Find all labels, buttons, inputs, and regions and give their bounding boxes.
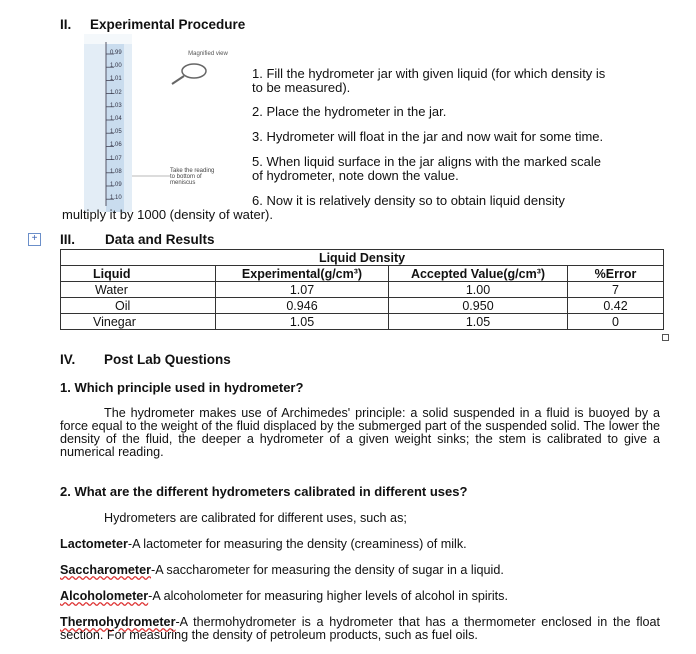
step-line: of hydrometer, note down the value.: [252, 168, 459, 183]
table-cell: Water: [61, 282, 216, 298]
table-cell: 1.00: [389, 282, 568, 298]
scale-label: 1.05: [110, 129, 122, 136]
scale-label: 0.99: [110, 50, 122, 56]
table-cell: Vinegar: [61, 314, 216, 330]
step-6-continuation: multiply it by 1000 (density of water).: [62, 207, 273, 222]
step-1: [252, 67, 605, 95]
reading-label: [170, 168, 214, 186]
scale-label: 1.09: [110, 182, 122, 188]
step-line: 5. When liquid surface in the jar aligns with the marked scale: [252, 154, 602, 169]
table-cell: 7: [568, 282, 664, 298]
table-resize-handle[interactable]: [662, 334, 669, 341]
question-2: 2. What are the different hydrometers calibrated in different uses?: [60, 484, 468, 499]
scale-label: 1.00: [110, 63, 122, 70]
reading-label-line: to bottom of: [170, 174, 202, 180]
procedure-heading-number: II.: [60, 17, 72, 32]
definition: -A lactometer for measuring the density (creaminess) of milk.: [127, 537, 467, 551]
results-heading: Data and Results: [105, 232, 215, 247]
definition: -A alcoholometer for measuring higher levels of alcohol in spirits.: [148, 589, 508, 603]
table-cell: 0.946: [216, 298, 389, 314]
term: Lactometer: [60, 537, 128, 551]
results-heading-number: III.: [60, 232, 76, 247]
postlab-heading-number: IV.: [60, 352, 76, 367]
step-2: 2. Place the hydrometer in the jar.: [252, 104, 447, 119]
table-row: [61, 314, 664, 330]
table-move-handle-icon[interactable]: +: [28, 233, 41, 246]
postlab-heading: Post Lab Questions: [104, 352, 231, 367]
answer-1: The hydrometer makes use of Archimedes' principle: a solid suspended in a fluid is buoyed by a force equal to the weight of the fluid displaced by the submerged part of the suspended solid. The lower the density of the fluid, the deeper a hydrometer of a given weight sinks; the stem is calibrated to give a numerical reading.: [60, 406, 660, 459]
table-cell: 1.05: [389, 314, 568, 330]
scale-label: 1.04: [110, 116, 122, 122]
table-row: [61, 250, 664, 266]
answer-2-intro: Hydrometers are calibrated for different uses, such as;: [104, 511, 407, 525]
list-item-alcoholometer: [60, 590, 660, 603]
scale-label: 1.01: [110, 76, 122, 83]
term: Alcoholometer: [60, 589, 149, 603]
header-cell: Accepted Value(g/cm³): [389, 266, 568, 282]
table-cell: Oil: [61, 298, 216, 314]
table-row: [61, 266, 664, 282]
scale-label: 1.06: [110, 142, 122, 149]
definition: -A thermohydrometer is a hydrometer that has a thermometer enclosed in the float section. For measuring the density of petroleum products, such as fuel oils.: [60, 615, 660, 642]
header-cell: %Error: [568, 266, 664, 282]
header-cell: Liquid: [61, 266, 216, 282]
table-cell: 0.42: [568, 298, 664, 314]
question-1: 1. Which principle used in hydrometer?: [60, 380, 304, 395]
group-header: Liquid Density: [61, 250, 664, 266]
scale-label: 1.08: [110, 168, 122, 175]
list-item-lactometer: [60, 538, 660, 551]
scale-label: 1.02: [110, 89, 122, 96]
step-line: to be measured).: [252, 80, 351, 95]
table-cell: 0: [568, 314, 664, 330]
header-cell: Experimental(g/cm³): [216, 266, 389, 282]
magnified-view-label: Magnified view: [188, 51, 228, 57]
table-cell: 0.950: [389, 298, 568, 314]
table-row: [61, 298, 664, 314]
density-table: [60, 249, 664, 330]
step-5: [252, 155, 601, 183]
step-6: 6. Now it is relatively density so to obtain liquid density: [252, 193, 565, 208]
definition: -A saccharometer for measuring the density of sugar in a liquid.: [151, 563, 504, 577]
step-line: 1. Fill the hydrometer jar with given liquid (for which density is: [252, 66, 606, 81]
step-3: 3. Hydrometer will float in the jar and now wait for some time.: [252, 129, 604, 144]
list-item-saccharometer: [60, 564, 660, 577]
table-cell: 1.05: [216, 314, 389, 330]
scale-label: 1.07: [110, 155, 122, 162]
table-cell: 1.07: [216, 282, 389, 298]
reading-label-line: Take the reading: [170, 168, 215, 174]
term: Thermohydrometer: [60, 615, 176, 629]
procedure-heading: Experimental Procedure: [90, 17, 246, 32]
table-row: [61, 282, 664, 298]
scale-label: 1.03: [110, 102, 122, 109]
term: Saccharometer: [60, 563, 152, 577]
scale-label: 1.10: [110, 195, 122, 202]
hydrometer-figure: [84, 34, 254, 214]
list-item-thermohydrometer: [60, 616, 660, 642]
reading-label-line: meniscus: [170, 180, 196, 186]
